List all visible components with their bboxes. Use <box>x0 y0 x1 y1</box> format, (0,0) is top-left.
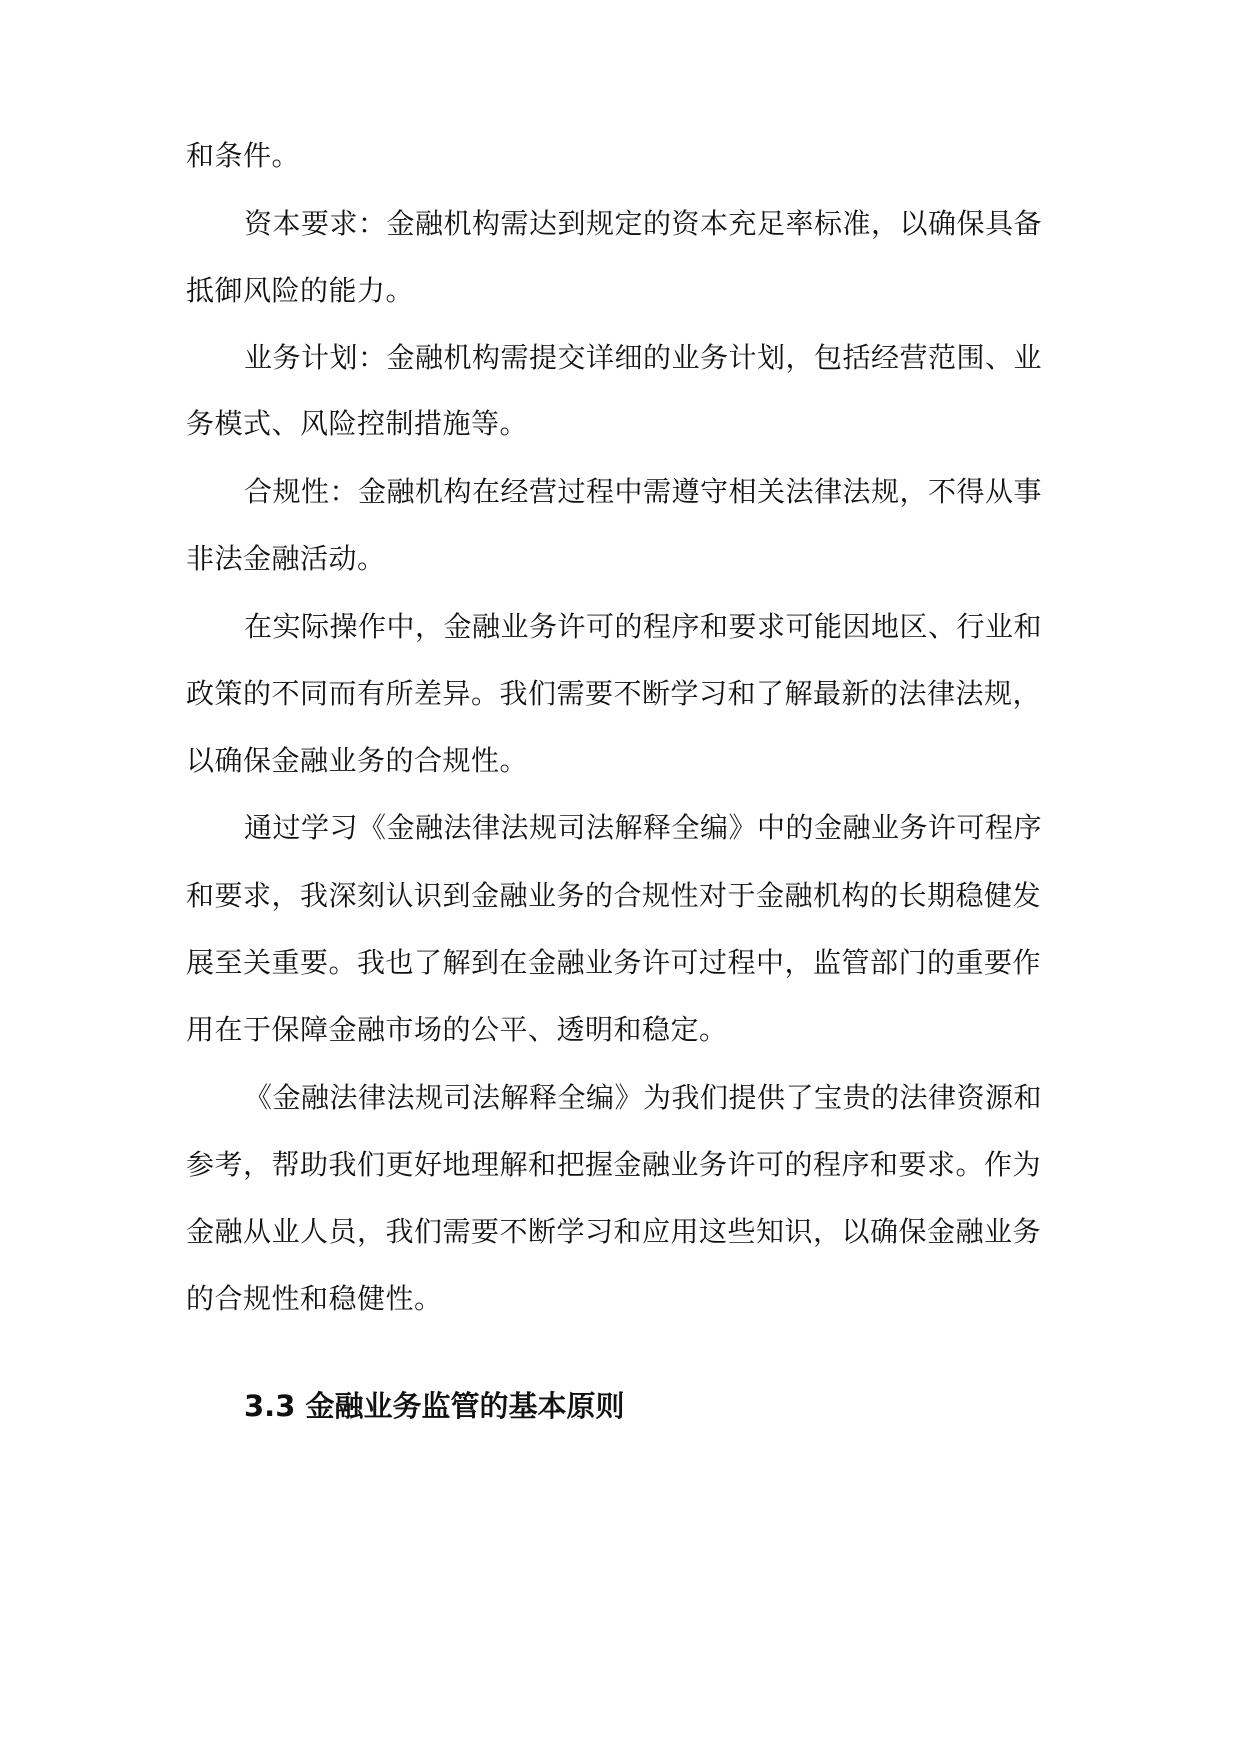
text-line: 的合规性和稳健性。 <box>186 1282 443 1315</box>
text-line: 务模式、风险控制措施等。 <box>186 407 529 440</box>
text-line: 和要求，我深刻认识到金融业务的合规性对于金融机构的长期稳健发 <box>186 879 1042 912</box>
text-line: 展至关重要。我也了解到在金融业务许可过程中，监管部门的重要作 <box>186 946 1042 979</box>
text-line: 在实际操作中，金融业务许可的程序和要求可能因地区、行业和 <box>244 610 1043 643</box>
text-line: 政策的不同而有所差异。我们需要不断学习和了解最新的法律法规， <box>186 677 1042 710</box>
text-line: 资本要求：金融机构需达到规定的资本充足率标准，以确保具备 <box>244 207 1043 240</box>
text-line: 通过学习《金融法律法规司法解释全编》中的金融业务许可程序 <box>244 811 1043 844</box>
text-line: 合规性：金融机构在经营过程中需遵守相关法律法规，不得从事 <box>244 475 1043 508</box>
text-line: 金融从业人员，我们需要不断学习和应用这些知识，以确保金融业务 <box>186 1215 1042 1248</box>
text-line: 抵御风险的能力。 <box>186 274 415 307</box>
text-line: 业务计划：金融机构需提交详细的业务计划，包括经营范围、业 <box>244 341 1043 374</box>
section-heading: 3.3 金融业务监管的基本原则 <box>244 1389 625 1423</box>
text-line: 以确保金融业务的合规性。 <box>186 744 529 777</box>
text-line: 和条件。 <box>186 139 301 172</box>
text-line: 参考，帮助我们更好地理解和把握金融业务许可的程序和要求。作为 <box>186 1148 1042 1181</box>
text-line: 《金融法律法规司法解释全编》为我们提供了宝贵的法律资源和 <box>244 1081 1043 1114</box>
text-line: 非法金融活动。 <box>186 542 386 575</box>
text-line: 用在于保障金融市场的公平、透明和稳定。 <box>186 1013 728 1046</box>
